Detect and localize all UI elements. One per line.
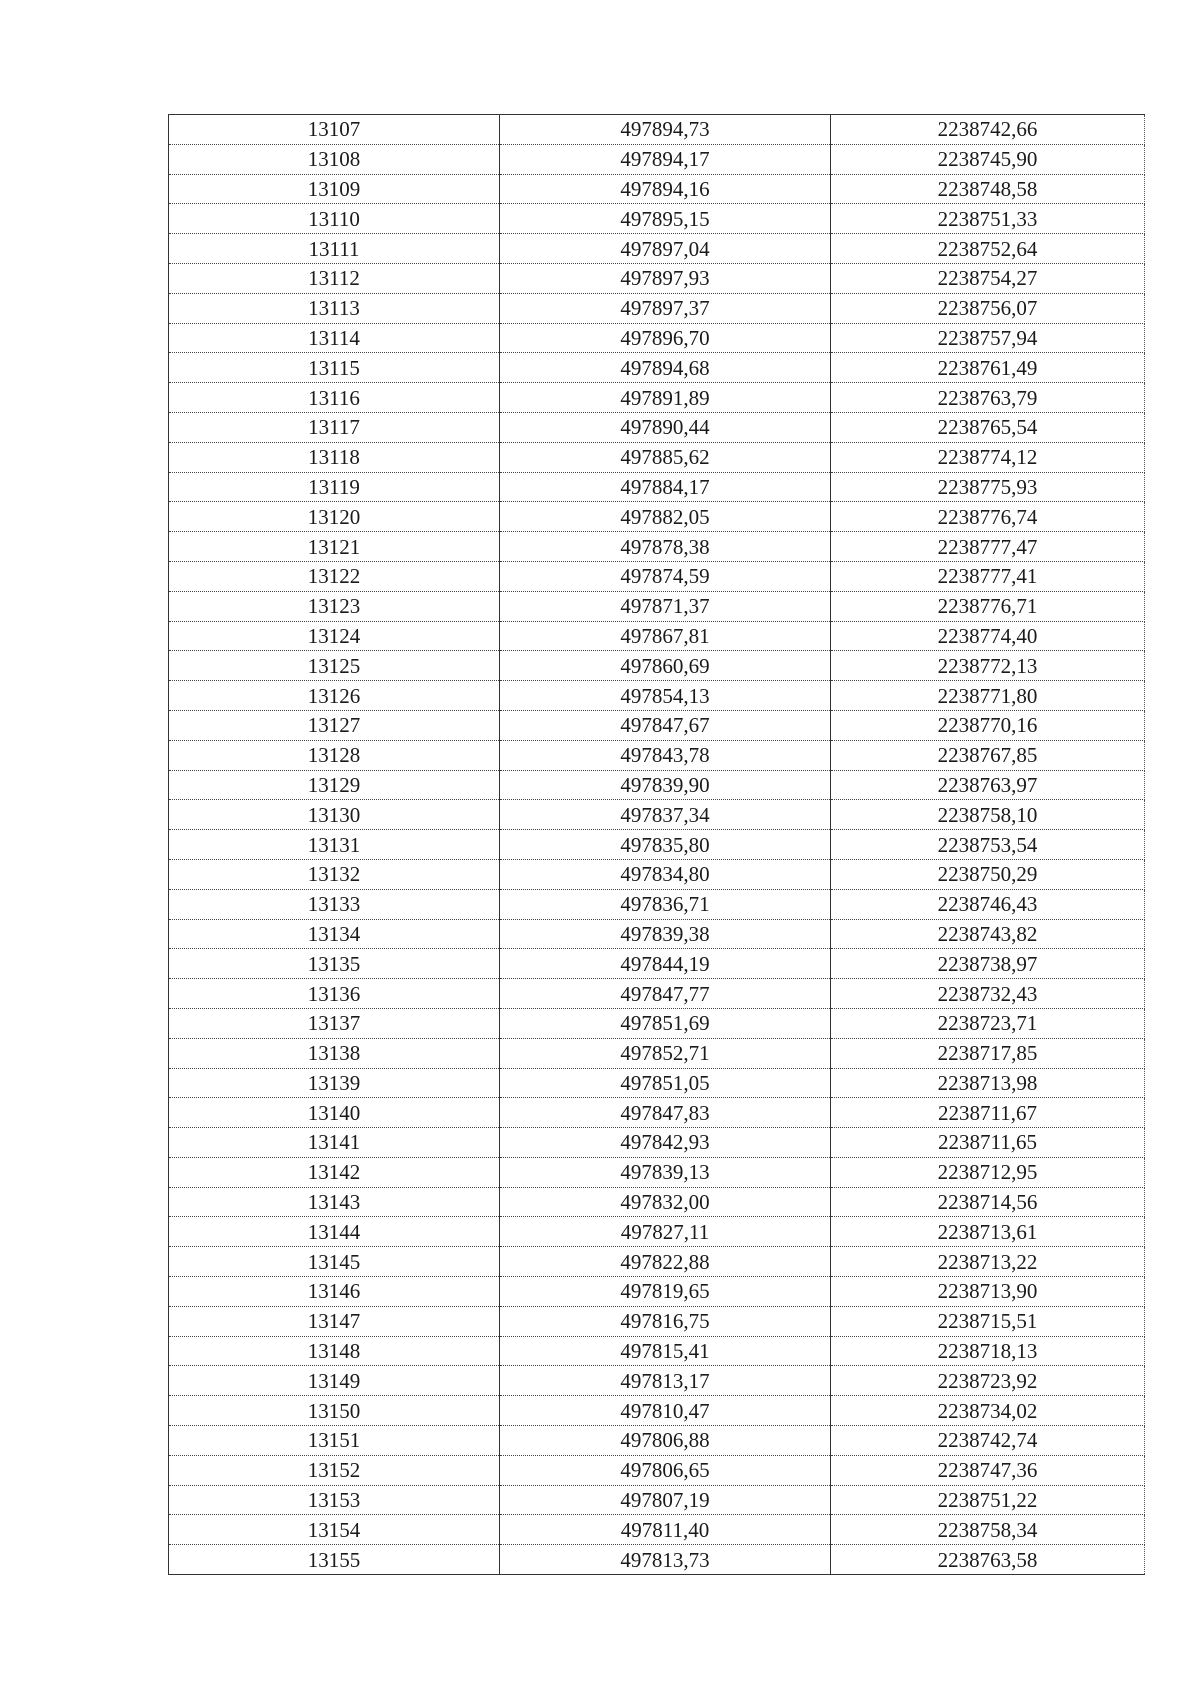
point-number-cell: 13125 — [169, 651, 500, 681]
y-coordinate-cell: 2238763,58 — [831, 1545, 1145, 1575]
y-coordinate-cell: 2238742,66 — [831, 115, 1145, 145]
x-coordinate-cell: 497847,77 — [500, 979, 831, 1009]
x-coordinate-cell: 497807,19 — [500, 1485, 831, 1515]
y-coordinate-cell: 2238732,43 — [831, 979, 1145, 1009]
point-number-cell: 13142 — [169, 1157, 500, 1187]
point-number-cell: 13127 — [169, 710, 500, 740]
table-row — [169, 889, 1145, 919]
table-row — [169, 830, 1145, 860]
point-number-cell: 13135 — [169, 949, 500, 979]
point-number-cell: 13116 — [169, 383, 500, 413]
y-coordinate-cell: 2238761,49 — [831, 353, 1145, 383]
x-coordinate-cell: 497852,71 — [500, 1038, 831, 1068]
x-coordinate-cell: 497832,00 — [500, 1187, 831, 1217]
table-row — [169, 204, 1145, 234]
table-row — [169, 740, 1145, 770]
table-row — [169, 1306, 1145, 1336]
table-row — [169, 919, 1145, 949]
table-row — [169, 1128, 1145, 1158]
x-coordinate-cell: 497847,83 — [500, 1098, 831, 1128]
point-number-cell: 13137 — [169, 1008, 500, 1038]
point-number-cell: 13139 — [169, 1068, 500, 1098]
coordinates-table — [168, 114, 1145, 1575]
y-coordinate-cell: 2238712,95 — [831, 1157, 1145, 1187]
table-row — [169, 1277, 1145, 1307]
x-coordinate-cell: 497854,13 — [500, 681, 831, 711]
y-coordinate-cell: 2238748,58 — [831, 174, 1145, 204]
x-coordinate-cell: 497815,41 — [500, 1336, 831, 1366]
point-number-cell: 13151 — [169, 1426, 500, 1456]
table-row — [169, 979, 1145, 1009]
table-row — [169, 1455, 1145, 1485]
table-row — [169, 770, 1145, 800]
point-number-cell: 13155 — [169, 1545, 500, 1575]
point-number-cell: 13110 — [169, 204, 500, 234]
x-coordinate-cell: 497851,69 — [500, 1008, 831, 1038]
y-coordinate-cell: 2238747,36 — [831, 1455, 1145, 1485]
y-coordinate-cell: 2238754,27 — [831, 263, 1145, 293]
x-coordinate-cell: 497884,17 — [500, 472, 831, 502]
point-number-cell: 13109 — [169, 174, 500, 204]
table-row — [169, 532, 1145, 562]
point-number-cell: 13129 — [169, 770, 500, 800]
point-number-cell: 13119 — [169, 472, 500, 502]
point-number-cell: 13145 — [169, 1247, 500, 1277]
point-number-cell: 13143 — [169, 1187, 500, 1217]
point-number-cell: 13147 — [169, 1306, 500, 1336]
point-number-cell: 13136 — [169, 979, 500, 1009]
x-coordinate-cell: 497885,62 — [500, 442, 831, 472]
point-number-cell: 13130 — [169, 800, 500, 830]
point-number-cell: 13131 — [169, 830, 500, 860]
point-number-cell: 13124 — [169, 621, 500, 651]
table-row — [169, 472, 1145, 502]
y-coordinate-cell: 2238738,97 — [831, 949, 1145, 979]
y-coordinate-cell: 2238776,71 — [831, 591, 1145, 621]
y-coordinate-cell: 2238753,54 — [831, 830, 1145, 860]
point-number-cell: 13152 — [169, 1455, 500, 1485]
y-coordinate-cell: 2238763,79 — [831, 383, 1145, 413]
x-coordinate-cell: 497871,37 — [500, 591, 831, 621]
x-coordinate-cell: 497835,80 — [500, 830, 831, 860]
point-number-cell: 13140 — [169, 1098, 500, 1128]
point-number-cell: 13112 — [169, 263, 500, 293]
table-row — [169, 1247, 1145, 1277]
table-row — [169, 442, 1145, 472]
table-row — [169, 710, 1145, 740]
table-row — [169, 1366, 1145, 1396]
table-row — [169, 621, 1145, 651]
y-coordinate-cell: 2238765,54 — [831, 412, 1145, 442]
y-coordinate-cell: 2238777,47 — [831, 532, 1145, 562]
y-coordinate-cell: 2238718,13 — [831, 1336, 1145, 1366]
table-row — [169, 144, 1145, 174]
x-coordinate-cell: 497806,88 — [500, 1426, 831, 1456]
table-row — [169, 1545, 1145, 1575]
y-coordinate-cell: 2238767,85 — [831, 740, 1145, 770]
x-coordinate-cell: 497847,67 — [500, 710, 831, 740]
y-coordinate-cell: 2238756,07 — [831, 293, 1145, 323]
y-coordinate-cell: 2238751,33 — [831, 204, 1145, 234]
table-row — [169, 1485, 1145, 1515]
y-coordinate-cell: 2238775,93 — [831, 472, 1145, 502]
table-row — [169, 115, 1145, 145]
x-coordinate-cell: 497827,11 — [500, 1217, 831, 1247]
table-row — [169, 293, 1145, 323]
point-number-cell: 13114 — [169, 323, 500, 353]
point-number-cell: 13153 — [169, 1485, 500, 1515]
table-row — [169, 502, 1145, 532]
table-row — [169, 174, 1145, 204]
y-coordinate-cell: 2238717,85 — [831, 1038, 1145, 1068]
y-coordinate-cell: 2238776,74 — [831, 502, 1145, 532]
point-number-cell: 13111 — [169, 234, 500, 264]
y-coordinate-cell: 2238745,90 — [831, 144, 1145, 174]
x-coordinate-cell: 497897,37 — [500, 293, 831, 323]
y-coordinate-cell: 2238751,22 — [831, 1485, 1145, 1515]
table-row — [169, 1098, 1145, 1128]
table-row — [169, 591, 1145, 621]
point-number-cell: 13132 — [169, 859, 500, 889]
point-number-cell: 13134 — [169, 919, 500, 949]
y-coordinate-cell: 2238758,10 — [831, 800, 1145, 830]
y-coordinate-cell: 2238771,80 — [831, 681, 1145, 711]
table-row — [169, 1217, 1145, 1247]
table-row — [169, 1515, 1145, 1545]
y-coordinate-cell: 2238711,65 — [831, 1128, 1145, 1158]
point-number-cell: 13138 — [169, 1038, 500, 1068]
point-number-cell: 13154 — [169, 1515, 500, 1545]
point-number-cell: 13121 — [169, 532, 500, 562]
table-row — [169, 561, 1145, 591]
y-coordinate-cell: 2238777,41 — [831, 561, 1145, 591]
x-coordinate-cell: 497878,38 — [500, 532, 831, 562]
x-coordinate-cell: 497839,38 — [500, 919, 831, 949]
y-coordinate-cell: 2238734,02 — [831, 1396, 1145, 1426]
y-coordinate-cell: 2238742,74 — [831, 1426, 1145, 1456]
point-number-cell: 13126 — [169, 681, 500, 711]
x-coordinate-cell: 497819,65 — [500, 1277, 831, 1307]
point-number-cell: 13113 — [169, 293, 500, 323]
point-number-cell: 13108 — [169, 144, 500, 174]
table-row — [169, 263, 1145, 293]
point-number-cell: 13122 — [169, 561, 500, 591]
point-number-cell: 13141 — [169, 1128, 500, 1158]
x-coordinate-cell: 497867,81 — [500, 621, 831, 651]
table-row — [169, 651, 1145, 681]
point-number-cell: 13149 — [169, 1366, 500, 1396]
x-coordinate-cell: 497891,89 — [500, 383, 831, 413]
x-coordinate-cell: 497897,04 — [500, 234, 831, 264]
x-coordinate-cell: 497843,78 — [500, 740, 831, 770]
point-number-cell: 13118 — [169, 442, 500, 472]
x-coordinate-cell: 497842,93 — [500, 1128, 831, 1158]
point-number-cell: 13123 — [169, 591, 500, 621]
y-coordinate-cell: 2238711,67 — [831, 1098, 1145, 1128]
point-number-cell: 13107 — [169, 115, 500, 145]
table-row — [169, 800, 1145, 830]
x-coordinate-cell: 497894,73 — [500, 115, 831, 145]
point-number-cell: 13120 — [169, 502, 500, 532]
x-coordinate-cell: 497811,40 — [500, 1515, 831, 1545]
y-coordinate-cell: 2238774,12 — [831, 442, 1145, 472]
y-coordinate-cell: 2238713,90 — [831, 1277, 1145, 1307]
y-coordinate-cell: 2238723,71 — [831, 1008, 1145, 1038]
y-coordinate-cell: 2238774,40 — [831, 621, 1145, 651]
table-row — [169, 1187, 1145, 1217]
x-coordinate-cell: 497839,90 — [500, 770, 831, 800]
table-row — [169, 859, 1145, 889]
table-row — [169, 1157, 1145, 1187]
x-coordinate-cell: 497839,13 — [500, 1157, 831, 1187]
point-number-cell: 13150 — [169, 1396, 500, 1426]
x-coordinate-cell: 497860,69 — [500, 651, 831, 681]
table-row — [169, 383, 1145, 413]
table-row — [169, 1008, 1145, 1038]
x-coordinate-cell: 497851,05 — [500, 1068, 831, 1098]
x-coordinate-cell: 497844,19 — [500, 949, 831, 979]
x-coordinate-cell: 497813,17 — [500, 1366, 831, 1396]
y-coordinate-cell: 2238750,29 — [831, 859, 1145, 889]
y-coordinate-cell: 2238752,64 — [831, 234, 1145, 264]
x-coordinate-cell: 497810,47 — [500, 1396, 831, 1426]
y-coordinate-cell: 2238713,61 — [831, 1217, 1145, 1247]
x-coordinate-cell: 497896,70 — [500, 323, 831, 353]
x-coordinate-cell: 497836,71 — [500, 889, 831, 919]
table-row — [169, 323, 1145, 353]
y-coordinate-cell: 2238763,97 — [831, 770, 1145, 800]
x-coordinate-cell: 497834,80 — [500, 859, 831, 889]
x-coordinate-cell: 497882,05 — [500, 502, 831, 532]
point-number-cell: 13144 — [169, 1217, 500, 1247]
y-coordinate-cell: 2238758,34 — [831, 1515, 1145, 1545]
table-row — [169, 681, 1145, 711]
y-coordinate-cell: 2238757,94 — [831, 323, 1145, 353]
coordinates-table-body — [169, 115, 1145, 1575]
point-number-cell: 13117 — [169, 412, 500, 442]
y-coordinate-cell: 2238723,92 — [831, 1366, 1145, 1396]
x-coordinate-cell: 497897,93 — [500, 263, 831, 293]
table-row — [169, 234, 1145, 264]
table-row — [169, 1068, 1145, 1098]
y-coordinate-cell: 2238772,13 — [831, 651, 1145, 681]
y-coordinate-cell: 2238713,98 — [831, 1068, 1145, 1098]
x-coordinate-cell: 497837,34 — [500, 800, 831, 830]
table-row — [169, 949, 1145, 979]
x-coordinate-cell: 497894,68 — [500, 353, 831, 383]
x-coordinate-cell: 497890,44 — [500, 412, 831, 442]
x-coordinate-cell: 497806,65 — [500, 1455, 831, 1485]
y-coordinate-cell: 2238715,51 — [831, 1306, 1145, 1336]
point-number-cell: 13115 — [169, 353, 500, 383]
table-row — [169, 353, 1145, 383]
y-coordinate-cell: 2238746,43 — [831, 889, 1145, 919]
point-number-cell: 13146 — [169, 1277, 500, 1307]
y-coordinate-cell: 2238714,56 — [831, 1187, 1145, 1217]
x-coordinate-cell: 497894,16 — [500, 174, 831, 204]
y-coordinate-cell: 2238770,16 — [831, 710, 1145, 740]
table-row — [169, 1038, 1145, 1068]
point-number-cell: 13148 — [169, 1336, 500, 1366]
table-row — [169, 1426, 1145, 1456]
x-coordinate-cell: 497895,15 — [500, 204, 831, 234]
y-coordinate-cell: 2238713,22 — [831, 1247, 1145, 1277]
point-number-cell: 13128 — [169, 740, 500, 770]
x-coordinate-cell: 497816,75 — [500, 1306, 831, 1336]
table-row — [169, 1336, 1145, 1366]
table-row — [169, 1396, 1145, 1426]
table-row — [169, 412, 1145, 442]
x-coordinate-cell: 497813,73 — [500, 1545, 831, 1575]
x-coordinate-cell: 497874,59 — [500, 561, 831, 591]
x-coordinate-cell: 497894,17 — [500, 144, 831, 174]
x-coordinate-cell: 497822,88 — [500, 1247, 831, 1277]
point-number-cell: 13133 — [169, 889, 500, 919]
y-coordinate-cell: 2238743,82 — [831, 919, 1145, 949]
